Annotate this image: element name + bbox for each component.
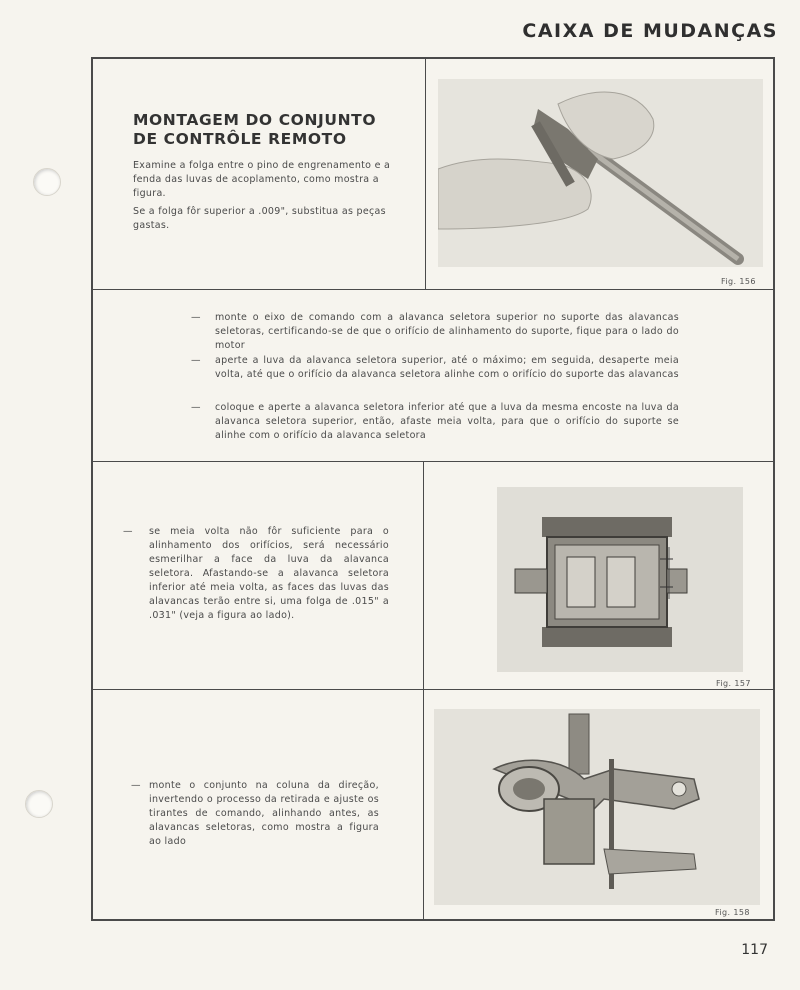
page-header: CAIXA DE MUDANÇAS <box>522 20 778 42</box>
intro-paragraph: Examine a folga entre o pino de engrenamento e a fenda das luvas de acoplamento, como mostra a figura. <box>133 160 391 199</box>
section-mounting <box>93 689 773 919</box>
step-item: — aperte a luva da alavanca seletora superior, até o máximo; em seguida, desaperte meia volta, até que o orifício da alavanca seletora alinhe com o orifício do suporte das alavancas <box>191 355 679 380</box>
page-number: 117 <box>741 942 768 958</box>
section-title: MONTAGEM DO CONJUNTO DE CONTRÔLE REMOTO <box>133 111 377 148</box>
grinding-dash: — <box>123 526 133 537</box>
fig-158-label: Fig. 158 <box>715 908 750 917</box>
fig-156-label: Fig. 156 <box>721 277 756 286</box>
mounting-paragraph: monte o conjunto na coluna da direção, invertendo o processo da retirada e ajuste os tirantes de comando, alinhando antes, as alavancas seletoras, como mostra a figura ao lado <box>149 780 379 847</box>
step-item: — coloque e aperte a alavanca seletora inferior até que a luva da mesma encoste na luva da alavanca seletora superior, então, afaste meia volta, para que o orifício do suporte se alinhe com o orifício da alavanca seletora <box>191 402 679 441</box>
grinding-paragraph: se meia volta não fôr suficiente para o alinhamento dos orifícios, será necessário esmerilhar a face da luva da alavanca seletora. Afastando-se a alavanca seletora inferior até meia volta, as faces das luvas das alavancas terão entre si, uma folga de .015" a .031" (veja a figura ao lado). <box>149 526 389 621</box>
section-montagem <box>93 59 773 290</box>
section-grinding <box>93 461 773 690</box>
step-item: — monte o eixo de comando com a alavanca seletora superior no suporte das alavancas seletoras, certificando-se de que o orifício de alinhamento do suporte, fique para o lado do motor <box>191 312 679 351</box>
mounting-dash: — <box>131 780 141 791</box>
punch-hole-bottom <box>25 790 53 818</box>
figure-158-photo <box>434 709 760 905</box>
punch-hole-top <box>33 168 61 196</box>
figure-157-diagram <box>497 487 743 672</box>
figure-156-photo <box>438 79 763 267</box>
fig-157-label: Fig. 157 <box>716 679 751 688</box>
content-frame <box>91 57 775 921</box>
wear-paragraph: Se a folga fôr superior a .009", substitua as peças gastas. <box>133 206 386 231</box>
section-steps <box>93 289 773 462</box>
